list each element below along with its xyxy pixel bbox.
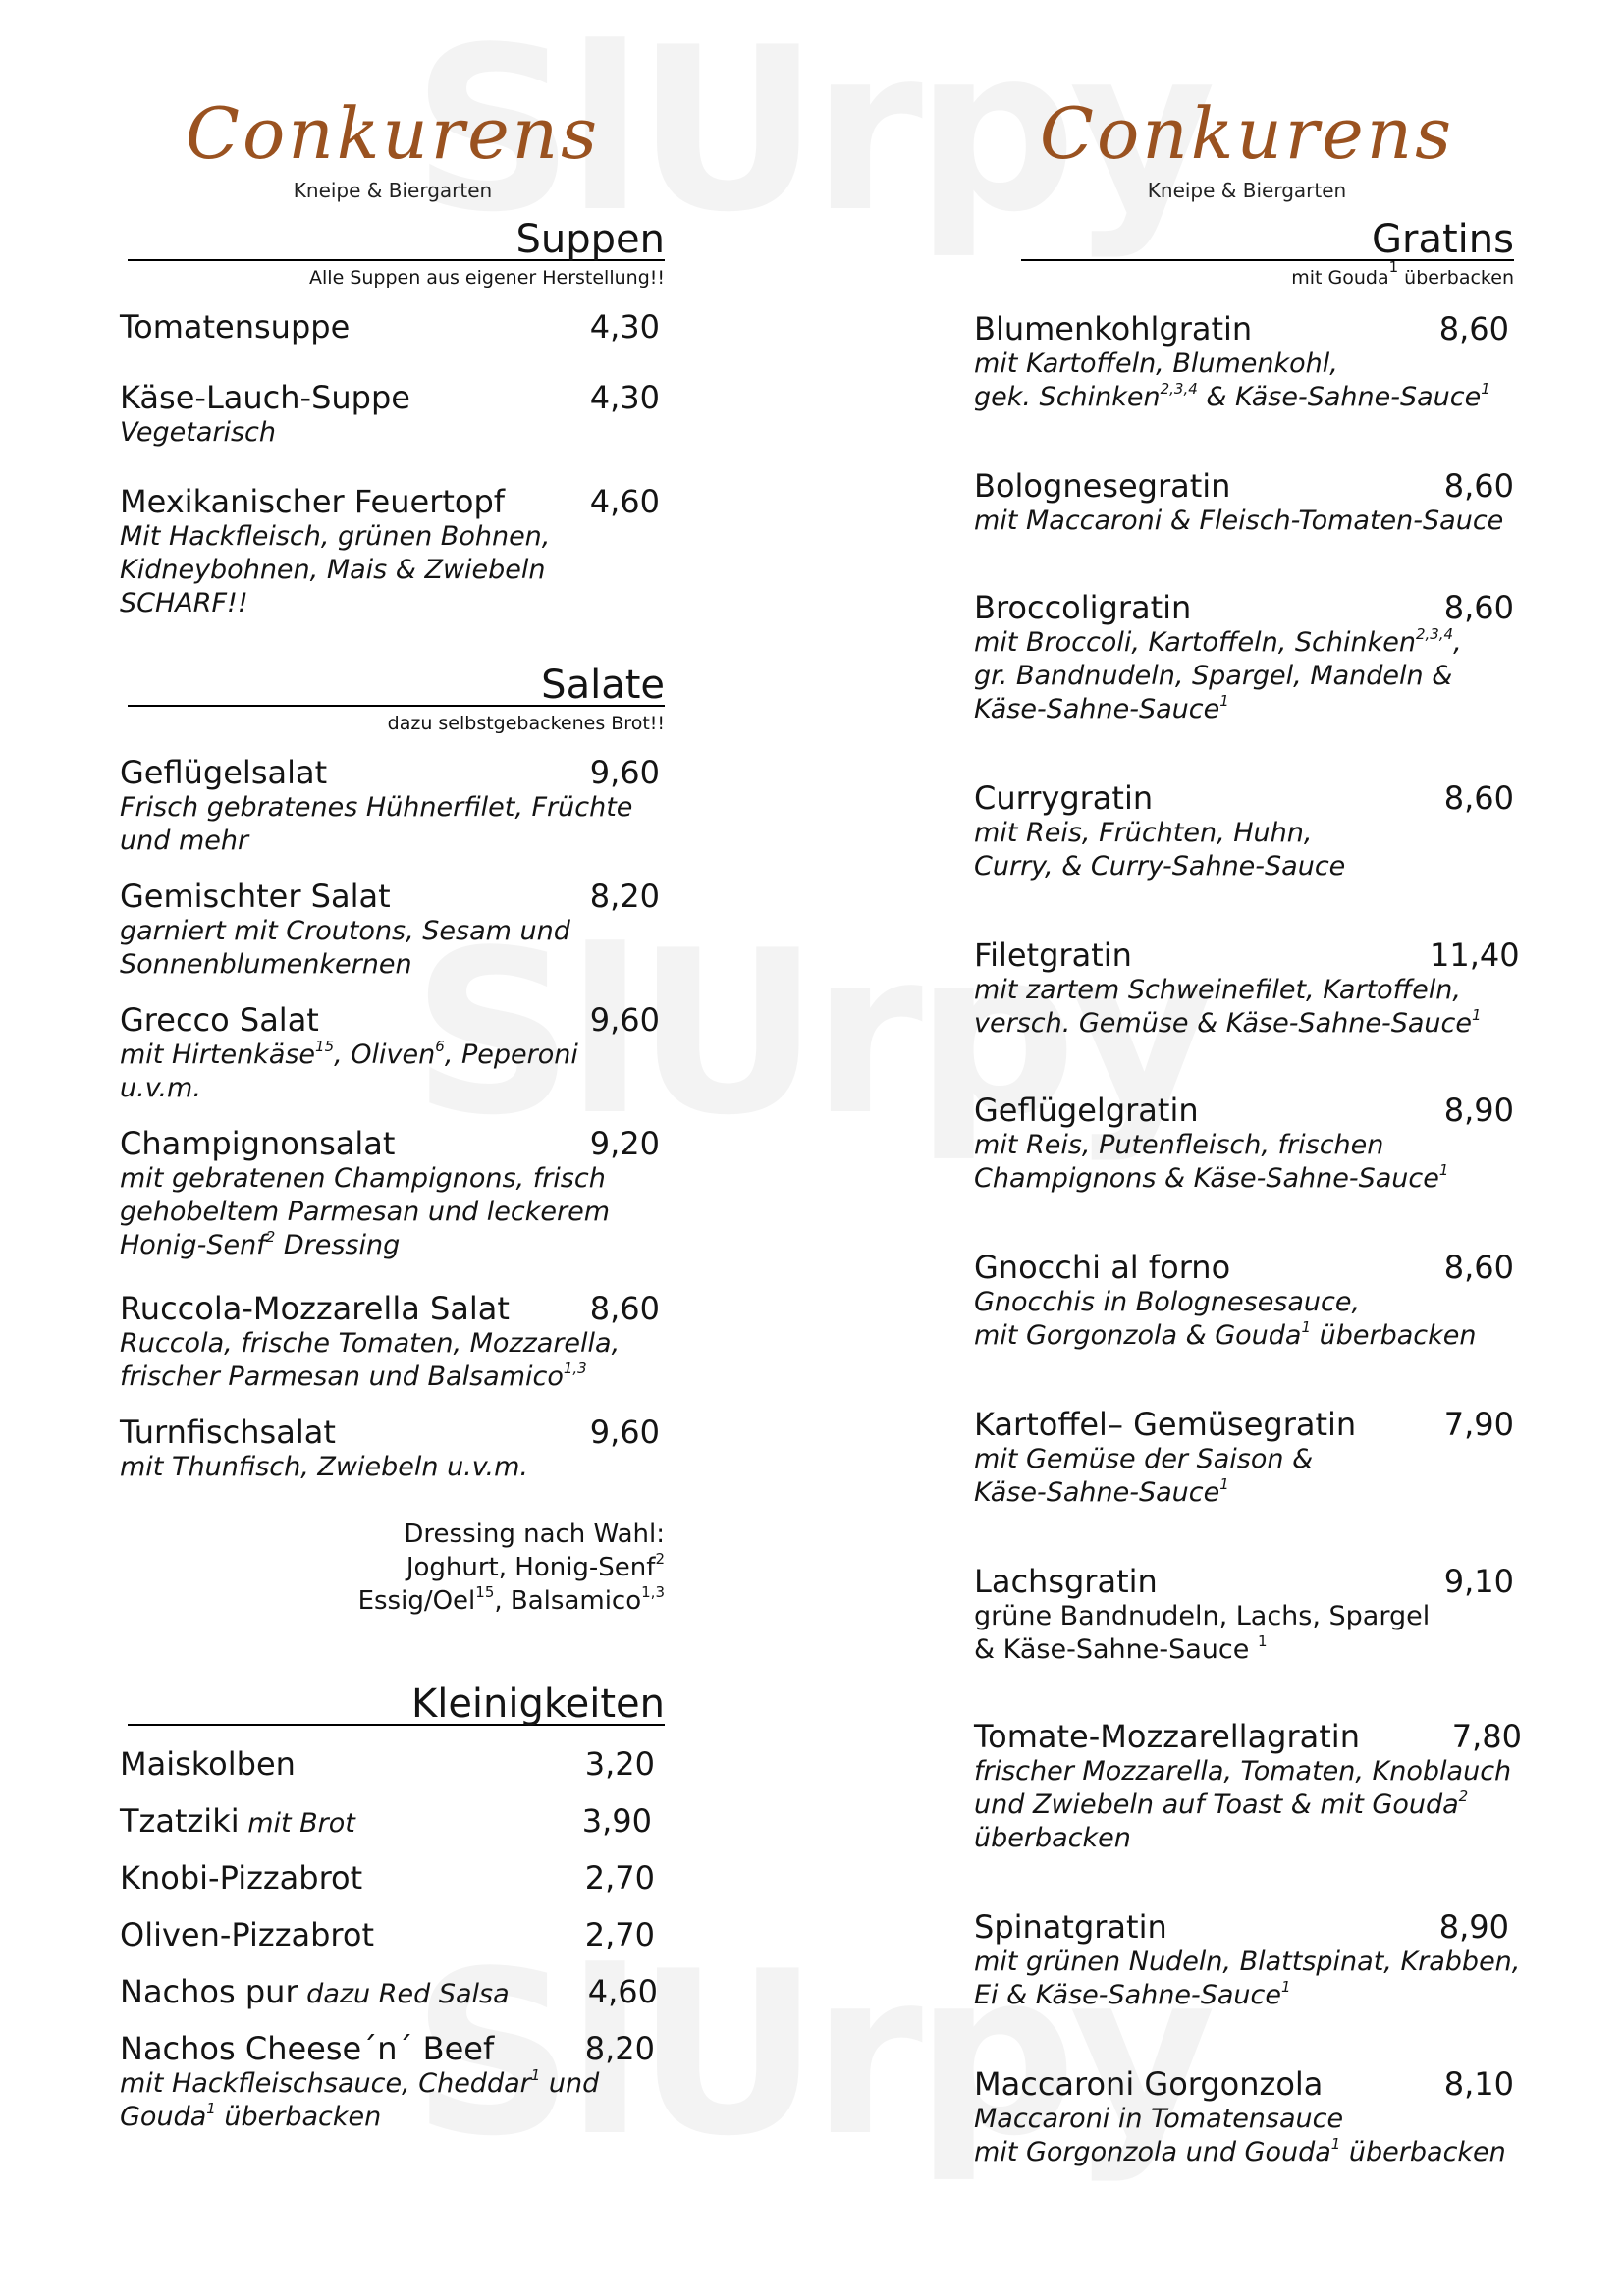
menu-item [974, 310, 1519, 414]
menu-item [120, 483, 665, 620]
menu-item [974, 779, 1519, 883]
item-inline-note: mit Brot [239, 1808, 355, 1839]
section-title: Gratins [1372, 217, 1514, 262]
menu-item [974, 1406, 1519, 1510]
item-description: gehobeltem Parmesan und leckerem [120, 1197, 611, 1227]
item-price: 9,60 [589, 1414, 660, 1451]
item-name: Tomate-Mozzarellagratin [974, 1718, 1360, 1755]
item-inline-note: dazu Red Salsa [298, 1979, 510, 2009]
item-description: Curry, & Curry-Sahne-Sauce [974, 851, 1346, 881]
section-salate [120, 660, 665, 734]
section-note: mit Gouda$^1$ überbacken [1291, 258, 1514, 289]
item-name: Spinatgratin [974, 1908, 1167, 1946]
brand-logo: Conkurens [1039, 92, 1455, 175]
item-name: Knobi-Pizzabrot [120, 1859, 363, 1896]
item-description: Sonnenblumenkernen [120, 949, 412, 980]
item-description: SCHARF!! [120, 588, 248, 618]
menu-item [120, 379, 665, 450]
menu-item [120, 2030, 665, 2134]
item-name: Champignonsalat [120, 1125, 396, 1162]
item-description: mit Kartoffeln, Blumenkohl, [974, 348, 1338, 379]
dressing-options [120, 1518, 665, 1618]
item-description: mit Maccaroni & Fleisch-Tomaten-Sauce [974, 506, 1504, 536]
item-description: mit zartem Schweinefilet, Kartoffeln, [974, 975, 1461, 1005]
item-name: Turnfischsalat [120, 1414, 336, 1451]
section-title: Salate [541, 663, 665, 708]
menu-item [120, 1001, 665, 1105]
item-name: Maiskolben [120, 1745, 296, 1783]
item-price: 2,70 [584, 1859, 655, 1896]
item-description: u.v.m. [120, 1073, 201, 1103]
item-price: 9,10 [1443, 1563, 1514, 1600]
item-price: 9,20 [589, 1125, 660, 1162]
item-description: Honig-Senf$^2$ Dressing [120, 1228, 401, 1260]
section-title: Suppen [515, 217, 665, 262]
item-price: 9,60 [589, 1001, 660, 1039]
item-name: Grecco Salat [120, 1001, 319, 1039]
brand-logo: Conkurens [185, 92, 601, 175]
menu-item [120, 1745, 665, 1783]
item-price: 11,40 [1430, 936, 1520, 974]
menu-item [120, 1973, 665, 2013]
item-price: 4,30 [589, 308, 660, 346]
item-description: Vegetarisch [120, 417, 277, 448]
dressing-option: Essig/Oel$^{15}$, Balsamico$^{1,3}$ [357, 1583, 665, 1616]
item-description: und Zwiebeln auf Toast & mit Gouda$^2$ [974, 1788, 1469, 1820]
brand-subtitle: Kneipe & Biergarten [293, 179, 493, 202]
item-price: 4,60 [589, 483, 660, 520]
item-description: gek. Schinken$^{2,3,4}$ & Käse-Sahne-Sauce$^1$ [974, 380, 1490, 412]
section-kleinigkeiten [120, 1679, 665, 1726]
item-description: Mit Hackfleisch, grünen Bohnen, [120, 521, 551, 552]
item-description: Ruccola, frische Tomaten, Mozzarella, [120, 1328, 621, 1359]
menu-item [974, 589, 1519, 726]
item-description: Käse-Sahne-Sauce$^1$ [974, 692, 1229, 724]
item-description: und mehr [120, 826, 249, 856]
menu-item [974, 1092, 1519, 1196]
menu-item [120, 308, 665, 346]
item-description: überbacken [974, 1823, 1131, 1853]
menu-item [974, 467, 1519, 538]
item-description: mit grünen Nudeln, Blattspinat, Krabben, [974, 1947, 1521, 1977]
item-description: Käse-Sahne-Sauce$^1$ [974, 1475, 1229, 1508]
item-price: 8,20 [589, 878, 660, 915]
menu-item [120, 1916, 665, 1953]
item-name: Blumenkohlgratin [974, 310, 1253, 347]
dressing-option: Joghurt, Honig-Senf$^2$ [406, 1550, 665, 1582]
menu-item [974, 1563, 1519, 1667]
item-price: 3,20 [584, 1745, 655, 1783]
menu-item [974, 1718, 1522, 1855]
item-name: Käse-Lauch-Suppe [120, 379, 410, 416]
item-price: 8,60 [1443, 779, 1514, 817]
menu-item [120, 878, 665, 982]
item-name: Kartoffel– Gemüsegratin [974, 1406, 1357, 1443]
item-price: 8,60 [589, 1290, 660, 1327]
item-name: Nachos pur dazu Red Salsa [120, 1973, 510, 2010]
section-suppen [120, 214, 665, 289]
item-price: 7,80 [1451, 1718, 1522, 1755]
dressing-title: Dressing nach Wahl: [404, 1520, 665, 1549]
menu-item [974, 936, 1519, 1041]
brand-right [1021, 92, 1473, 202]
item-description: grüne Bandnudeln, Lachs, Spargel [974, 1601, 1431, 1631]
item-description: mit Gemüse der Saison & [974, 1444, 1314, 1474]
item-price: 8,90 [1443, 1092, 1514, 1129]
item-name: Lachsgratin [974, 1563, 1158, 1600]
item-name: Broccoligratin [974, 589, 1192, 626]
item-price: 4,60 [587, 1973, 658, 2010]
item-description: mit Gorgonzola & Gouda$^1$ überbacken [974, 1318, 1477, 1351]
item-description: mit Reis, Früchten, Huhn, [974, 818, 1313, 848]
section-title: Kleinigkeiten [410, 1682, 665, 1727]
item-price: 8,10 [1443, 2065, 1514, 2103]
item-name: Tomatensuppe [120, 308, 351, 346]
item-name: Ruccola-Mozzarella Salat [120, 1290, 510, 1327]
item-price: 8,90 [1438, 1908, 1509, 1946]
menu-item [974, 2065, 1519, 2169]
item-name: Gnocchi al forno [974, 1249, 1231, 1286]
item-name: Maccaroni Gorgonzola [974, 2065, 1324, 2103]
item-price: 8,20 [584, 2030, 655, 2067]
item-name: Tzatziki mit Brot [120, 1802, 355, 1840]
menu-item [120, 1125, 665, 1262]
item-description: frischer Mozzarella, Tomaten, Knoblauch [974, 1756, 1512, 1787]
menu-item [120, 1802, 665, 1842]
menu-item [120, 1414, 665, 1484]
item-name: Filetgratin [974, 936, 1132, 974]
item-price: 8,60 [1438, 310, 1509, 347]
item-price: 2,70 [584, 1916, 655, 1953]
item-description: mit Hackfleischsauce, Cheddar$^1$ und [120, 2066, 600, 2099]
item-name: Currygratin [974, 779, 1154, 817]
item-description: Gouda$^1$ überbacken [120, 2100, 382, 2132]
item-description: Gnocchis in Bolognesesauce, [974, 1287, 1361, 1317]
item-description: mit Thunfisch, Zwiebeln u.v.m. [120, 1452, 529, 1482]
item-description: versch. Gemüse & Käse-Sahne-Sauce$^1$ [974, 1006, 1482, 1039]
section-gratins [974, 214, 1514, 289]
item-price: 8,60 [1443, 467, 1514, 505]
item-description: mit Broccoli, Kartoffeln, Schinken$^{2,3,4}$, [974, 625, 1462, 658]
item-name: Mexikanischer Feuertopf [120, 483, 506, 520]
item-name: Oliven-Pizzabrot [120, 1916, 374, 1953]
menu-item [120, 1859, 665, 1896]
item-description: frischer Parmesan und Balsamico$^{1,3}$ [120, 1360, 587, 1392]
menu-item [974, 1249, 1519, 1353]
item-description: Maccaroni in Tomatensauce [974, 2104, 1344, 2134]
item-name: Bolognesegratin [974, 467, 1231, 505]
item-description: Ei & Käse-Sahne-Sauce$^1$ [974, 1978, 1291, 2010]
item-description: mit Reis, Putenfleisch, frischen [974, 1130, 1384, 1160]
menu-item [974, 1908, 1519, 2012]
item-price: 7,90 [1443, 1406, 1514, 1443]
item-name: Geflügelsalat [120, 754, 328, 791]
item-description: Champignons & Käse-Sahne-Sauce$^1$ [974, 1161, 1449, 1194]
menu-item [120, 1290, 665, 1394]
item-name: Gemischter Salat [120, 878, 391, 915]
item-name: Geflügelgratin [974, 1092, 1199, 1129]
section-note: dazu selbstgebackenes Brot!! [387, 713, 665, 734]
item-description: mit Gorgonzola und Gouda$^1$ überbacken [974, 2135, 1506, 2167]
item-description: & Käse-Sahne-Sauce $^1$ [974, 1632, 1268, 1665]
item-price: 3,90 [581, 1802, 652, 1840]
item-price: 9,60 [589, 754, 660, 791]
item-name: Nachos Cheese´n´ Beef [120, 2030, 495, 2067]
item-description: Kidneybohnen, Mais & Zwiebeln [120, 555, 546, 585]
brand-subtitle: Kneipe & Biergarten [1147, 179, 1347, 202]
item-description: garniert mit Croutons, Sesam und [120, 916, 570, 946]
brand-left [167, 92, 619, 202]
item-price: 8,60 [1443, 589, 1514, 626]
item-price: 8,60 [1443, 1249, 1514, 1286]
item-description: Frisch gebratenes Hühnerfilet, Früchte [120, 792, 633, 823]
item-description: gr. Bandnudeln, Spargel, Mandeln & [974, 661, 1453, 691]
item-price: 4,30 [589, 379, 660, 416]
section-note: Alle Suppen aus eigener Herstellung!! [309, 267, 665, 289]
item-description: mit gebratenen Champignons, frisch [120, 1163, 606, 1194]
menu-item [120, 754, 665, 858]
item-description: mit Hirtenkäse$^{15}$, Oliven$^6$, Peperoni [120, 1038, 578, 1070]
